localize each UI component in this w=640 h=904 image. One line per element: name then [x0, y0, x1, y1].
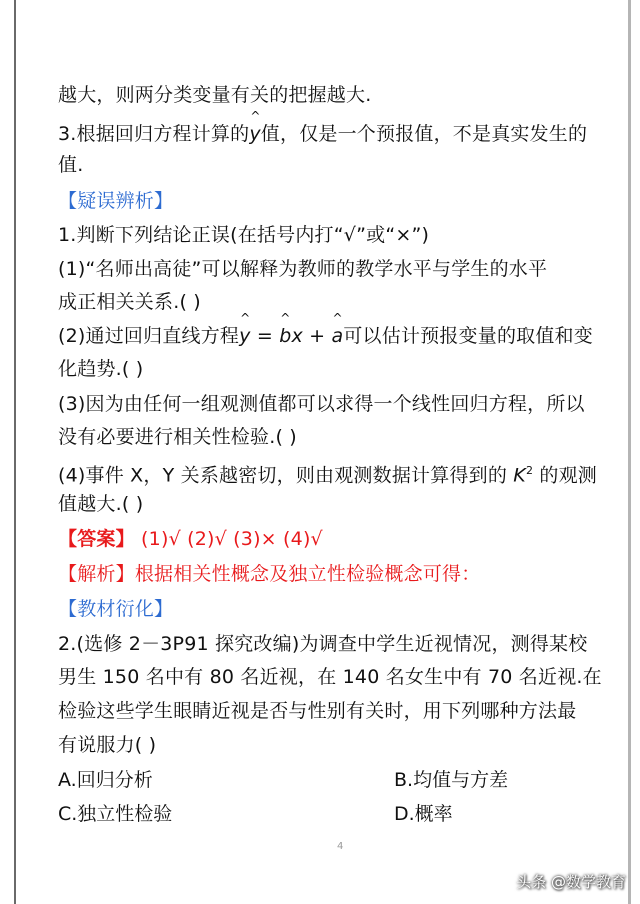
a-hat-symbol: ^ a [332, 323, 344, 349]
text-span: 3.根据回归方程计算的 [58, 123, 250, 145]
answer-text: (1)√ (2)√ (3)× (4)√ [134, 528, 323, 550]
answer-line [58, 526, 323, 552]
text-line [58, 121, 587, 147]
question-1-item-2 [58, 323, 593, 349]
option-b: B.均值与方差 [394, 769, 509, 791]
text-line: 越大，则两分类变量有关的把握越大. [58, 84, 372, 106]
text-span: (4)事件 X，Y 关系越密切，则由观测数据计算得到的 [58, 464, 514, 487]
text-line: 值. [58, 154, 84, 176]
answer-tag: 【答案】 [58, 528, 135, 550]
question-1-item-4 [58, 458, 597, 488]
text-span: (2)通过回归直线方程 [58, 325, 240, 347]
k-symbol: K [513, 464, 526, 487]
x-symbol: x [291, 325, 303, 347]
section-tag-textbook: 【教材衍化】 [58, 598, 174, 620]
text-span: 可以估计预报变量的取值和变 [343, 325, 593, 347]
question-1-item-3: (3)因为由任何一组观测值都可以求得一个线性回归方程，所以 [58, 393, 585, 415]
option-c: C.独立性检验 [58, 803, 173, 825]
text-span: 值，仅是一个预报值，不是真实发生的 [260, 123, 588, 145]
section-tag-doubt: 【疑误辨析】 [58, 190, 174, 212]
option-d: D.概率 [394, 803, 453, 825]
page-frame-right [628, 0, 631, 904]
y-hat-symbol: ^ y [249, 121, 260, 147]
y-hat-symbol: ^ y [239, 323, 250, 349]
analysis-line [58, 561, 480, 587]
question-2-line-4: 有说服力( ) [58, 734, 157, 756]
analysis-text: 根据相关性概念及独立性检验概念可得： [134, 563, 481, 585]
text-span: 的观测 [533, 464, 597, 487]
page-frame-left [14, 0, 16, 904]
question-2-line-1: 2.(选修 2－3P91 探究改编)为调查中学生近视情况，测得某校 [58, 633, 588, 655]
question-2-line-3: 检验这些学生眼睛近视是否与性别有关时，用下列哪种方法最 [58, 700, 577, 722]
document-page [58, 0, 602, 904]
analysis-tag: 【解析】 [58, 563, 135, 585]
text-span: = [250, 325, 280, 347]
question-1-item-1: (1)“名师出高徒”可以解释为教师的教学水平与学生的水平 [58, 258, 548, 280]
question-1-item-4-cont: 值越大.( ) [58, 493, 144, 515]
option-a: A.回归分析 [58, 769, 153, 791]
question-1-item-1-cont: 成正相关关系.( ) [58, 291, 201, 313]
question-1-intro: 1.判断下列结论正误(在括号内打“√”或“×”) [58, 224, 430, 246]
page-number: 4 [337, 841, 344, 852]
superscript: 2 [525, 464, 534, 477]
text-span: + [302, 325, 332, 347]
question-1-item-2-cont: 化趋势.( ) [58, 358, 144, 380]
b-hat-symbol: ^ b [279, 323, 291, 349]
question-1-item-3-cont: 没有必要进行相关性检验.( ) [58, 426, 297, 448]
question-2-line-2: 男生 150 名中有 80 名近视，在 140 名女生中有 70 名近视.在 [58, 666, 602, 688]
watermark: 头条 @数学教育 [516, 873, 626, 891]
